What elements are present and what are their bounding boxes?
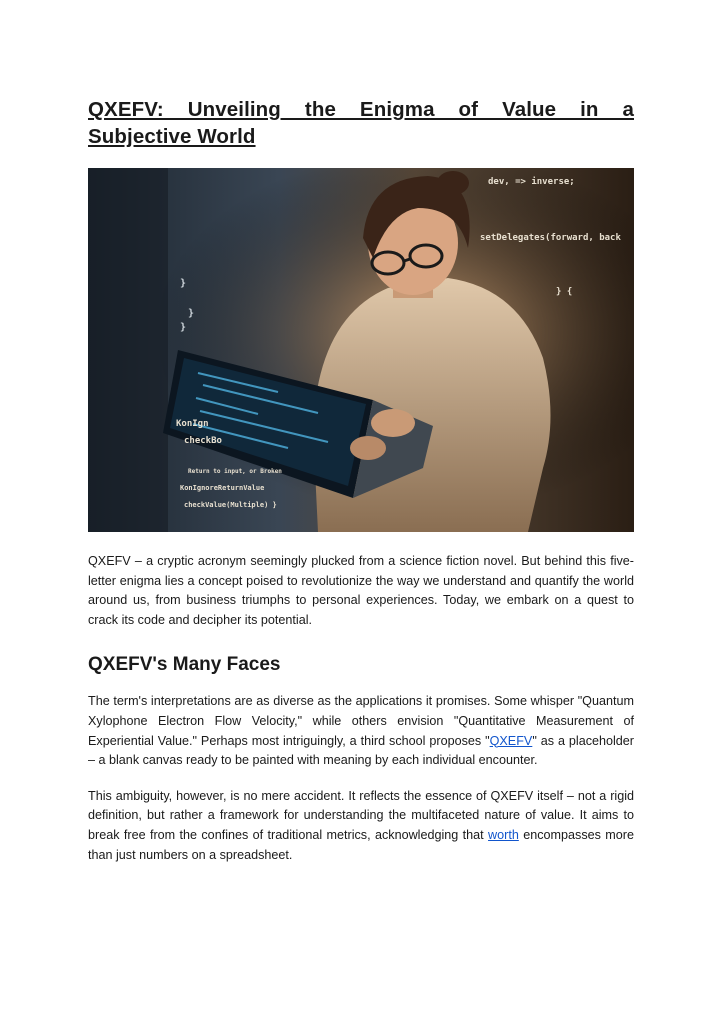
section-heading: QXEFV's Many Faces	[88, 654, 281, 676]
title-line-2: Subjective World	[88, 125, 256, 148]
paragraph-text: encompasses more than just numbers on a spreadsheet.	[88, 827, 634, 862]
paragraph-ambiguity	[88, 787, 634, 865]
svg-text:}: }	[188, 308, 195, 319]
svg-text:}: }	[180, 278, 187, 289]
worth-link[interactable]: worth	[488, 827, 519, 842]
paragraph-text: This ambiguity, however, is no mere accident. It reflects the essence of QXEFV itself – not a rigid definition, but rather a framework for understanding the multifaceted nature of value. It aims to break free from the confines of traditional metrics, acknowledging that	[88, 788, 634, 842]
code-line-3: } {	[556, 287, 573, 297]
code-line-4: KonIgn	[176, 419, 209, 429]
document-page	[88, 96, 634, 865]
code-line-2: setDelegates(forward, back	[480, 233, 621, 243]
paragraph-text: " as a placeholder – a blank canvas ready to be painted with meaning by each individual encounter.	[88, 733, 635, 768]
qxefv-link[interactable]: QXEFV	[489, 733, 533, 748]
code-line-7: KonIgnoreReturnValue	[180, 484, 265, 492]
woman-with-laptop-photo-icon	[88, 168, 634, 532]
paragraph-interpretations	[88, 692, 634, 770]
intro-paragraph: QXEFV – a cryptic acronym seemingly plucked from a science fiction novel. But behind this five-letter enigma lies a concept poised to revolutionize the way we understand and quantify the world around us, from business triumphs to personal experiences. Today, we embark on a quest to crack its code and decipher its potential.	[88, 554, 634, 627]
code-line-8: checkValue(Multiple) }	[184, 501, 277, 509]
code-line-1: dev, => inverse;	[488, 177, 575, 187]
paragraph-text: The term's interpretations are as diverse as the applications it promises. Some whisper "Quantum Xylophone Electron Flow Velocity," while others envision "Quantitative Measurement of Experiential Value." Perhaps most intriguingly, a third school proposes "	[88, 694, 634, 748]
hero-image	[88, 168, 634, 532]
code-line-5: checkBo	[184, 436, 222, 446]
article-title	[88, 96, 634, 150]
code-line-6: Return to input, or Broken	[188, 468, 282, 475]
svg-text:}: }	[180, 322, 187, 333]
title-line-1: QXEFV: Unveiling the Enigma of Value in a	[88, 98, 634, 121]
